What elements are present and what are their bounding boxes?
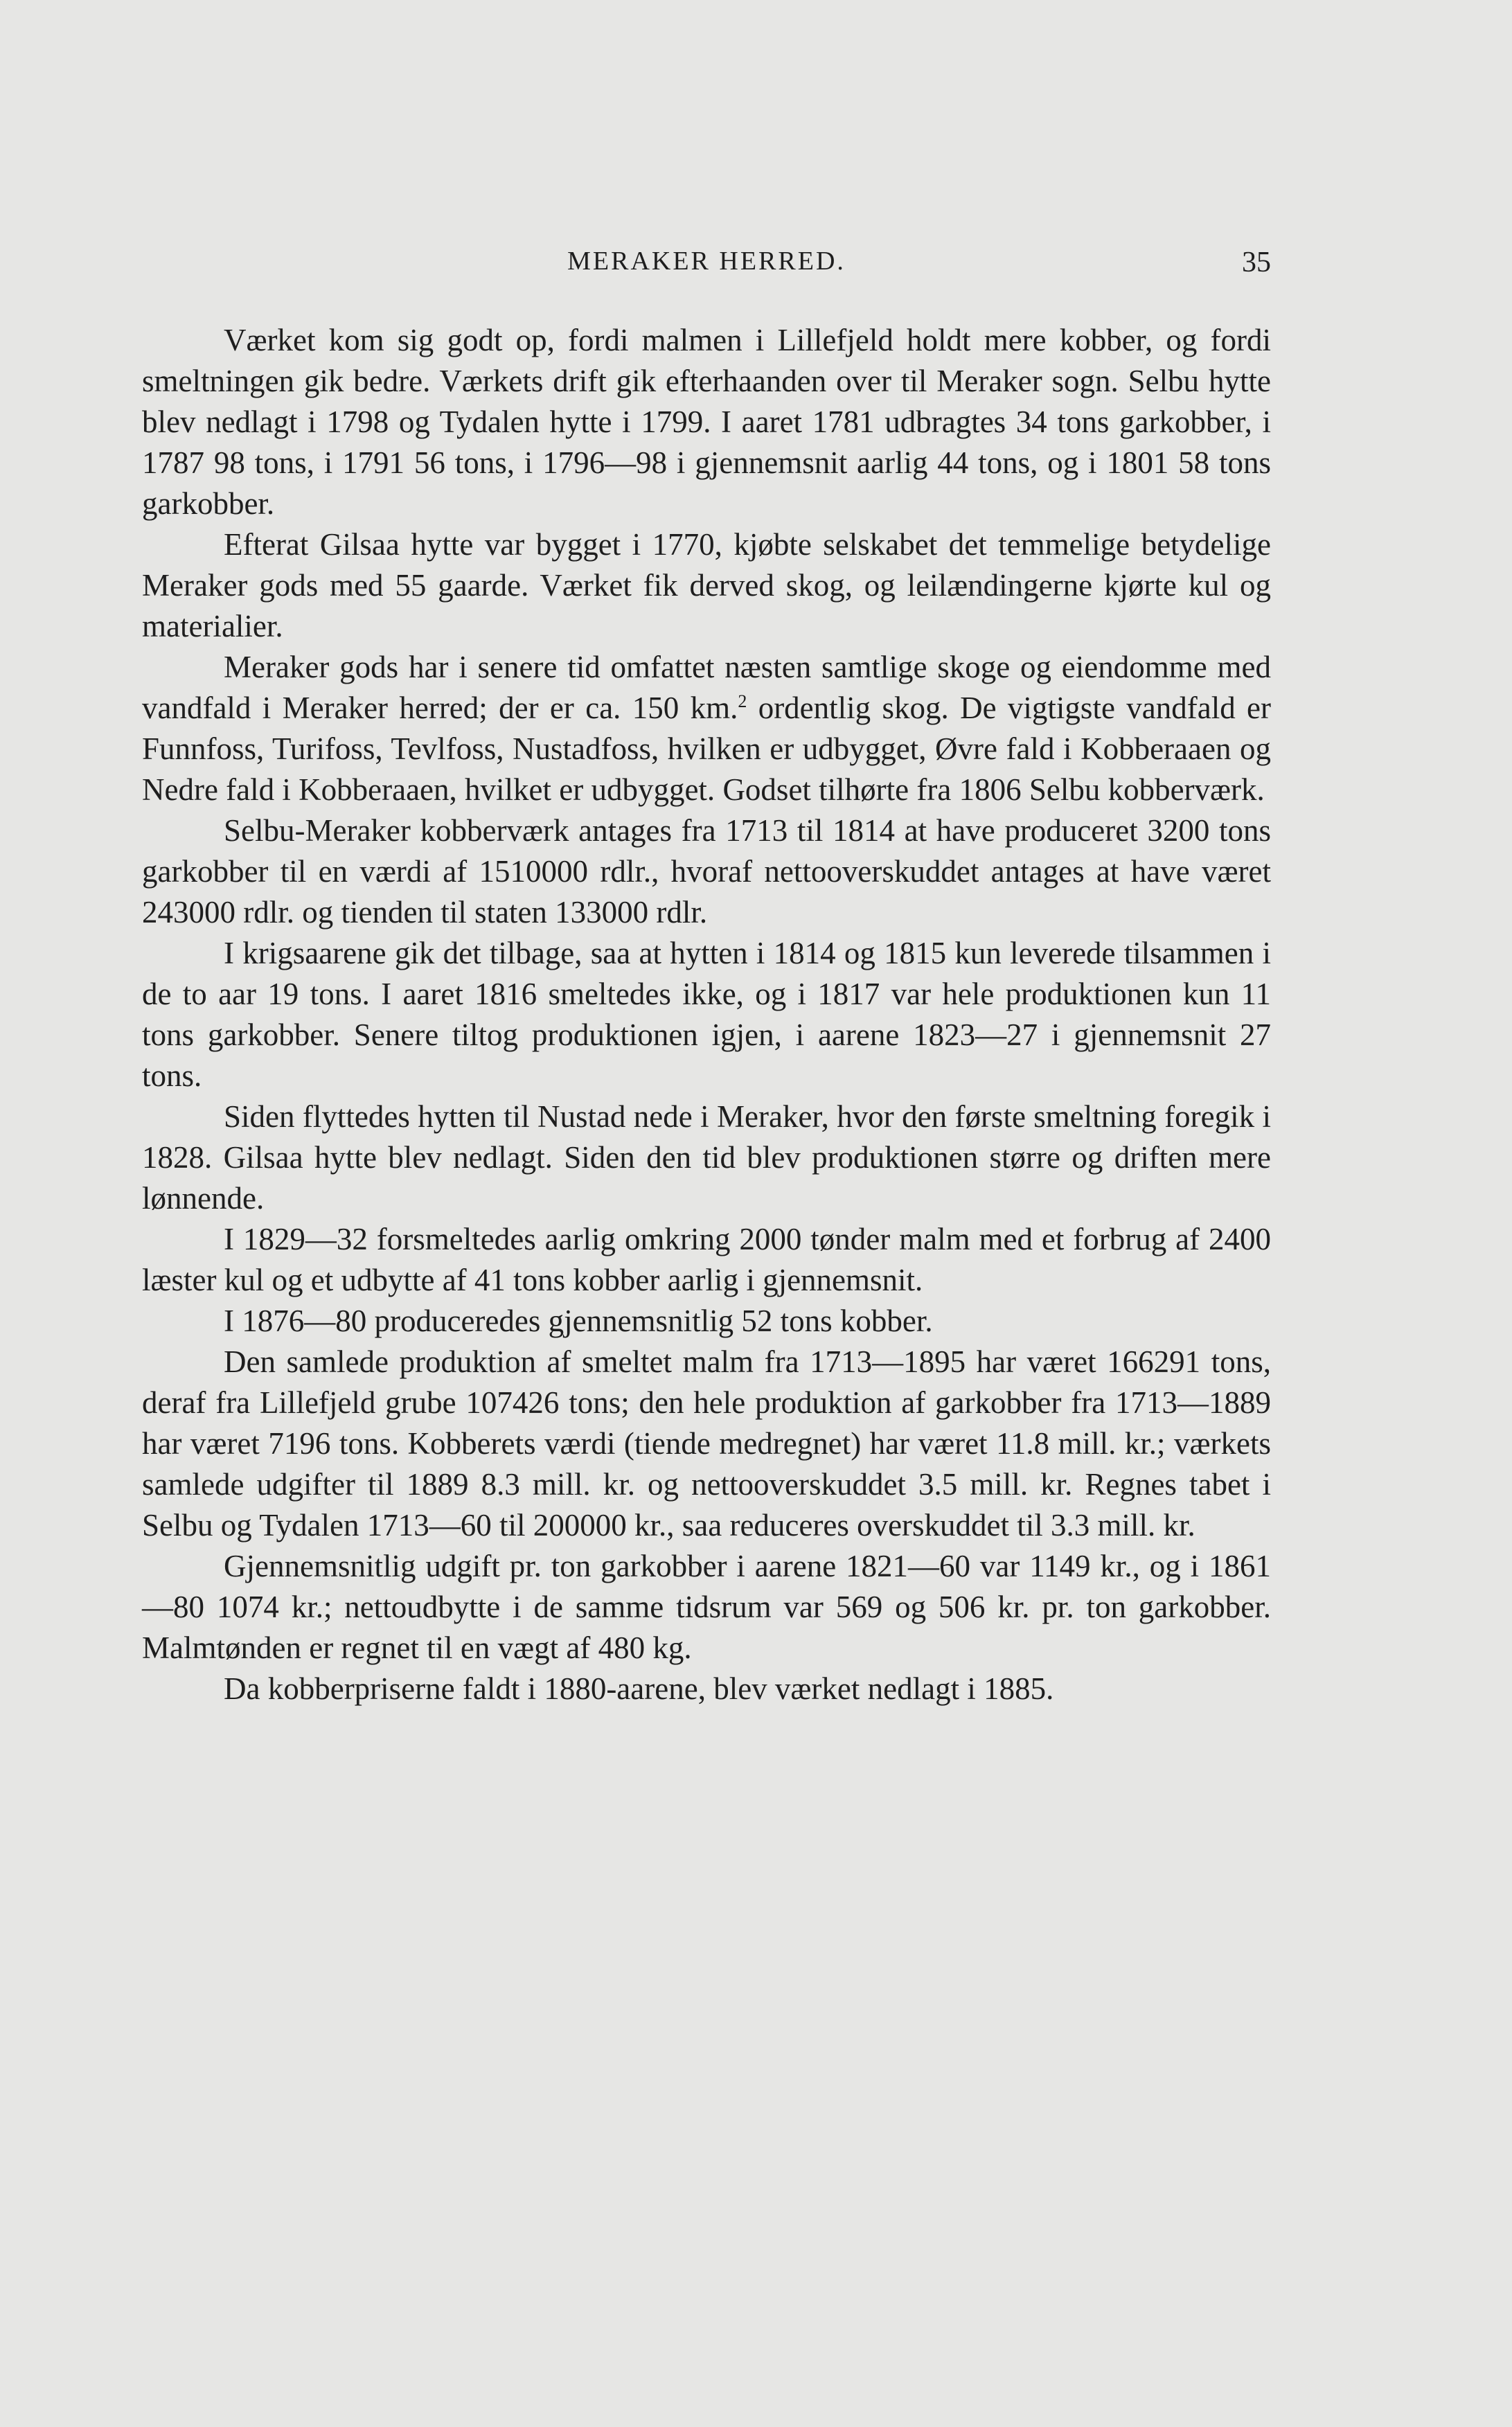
paragraph: I krigsaarene gik det tilbage, saa at hytten i 1814 og 1815 kun leverede tilsammen i de to aar 19 tons. I aaret 1816 smeltedes ikke, og i 1817 var hele produktionen kun 11 tons garkobber. Senere tiltog produktionen igjen, i aarene 1823—27 i gjennemsnit 27 tons. (142, 936, 1271, 1093)
superscript: 2 (738, 691, 747, 711)
paragraph: I 1876—80 produceredes gjennemsnitlig 52 tons kobber. (224, 1304, 933, 1338)
body-text (142, 320, 1271, 1709)
paragraph: Siden flyttedes hytten til Nustad nede i Meraker, hvor den første smeltning foregik i 1828. Gilsaa hytte blev nedlagt. Siden den tid blev produktionen større og driften mere lønnende. (142, 1099, 1271, 1216)
paragraph: Selbu-Meraker kobberværk antages fra 1713 til 1814 at have produceret 3200 tons garkobber til en værdi af 1510000 rdlr., hvoraf nettooverskuddet antages at have været 243000 rdlr. og tienden til staten 133000 rdlr. (142, 813, 1271, 930)
page-header (142, 246, 1271, 287)
paragraph: Efterat Gilsaa hytte var bygget i 1770, kjøbte selskabet det temmelige betydelige Meraker gods med 55 gaarde. Værket fik derved skog, og leilændingerne kjørte kul og materialier. (142, 527, 1271, 643)
paragraph-text: Godset tilhørte fra 1806 Selbu kobberværk. (722, 772, 1265, 807)
page-number: 35 (1242, 247, 1271, 278)
paragraph: Den samlede produktion af smeltet malm fra 1713—1895 har været 166291 tons, deraf fra Lillefjeld grube 107426 tons; den hele produktion af garkobber fra 1713—1889 har været 7196 tons. Kobberets værdi (tiende medregnet) har været 11.8 mill. kr.; værkets samlede udgifter til 1889 8.3 mill. kr. og nettooverskuddet 3.5 mill. kr. Regnes tabet i Selbu og Tydalen 1713—60 til 200000 kr., saa reduceres overskuddet til 3.3 mill. kr. (142, 1344, 1271, 1543)
running-head: MERAKER HERRED. (567, 247, 846, 276)
paragraph (142, 647, 1271, 810)
paragraph-text: Meraker gods har i senere tid omfattet næsten samtlige skoge og eiendomme med vandfald i Meraker herred; der er ca. 150 km. (142, 650, 1271, 725)
paragraph-text: ordentlig skog. De vigtigste vandfald er Funnfoss, Turifoss, Tevlfoss, Nustadfoss, hvilken er udbygget, Øvre fald i Kobberaaen og Nedre fald i Kobberaaen, hvilket er udbygget. (142, 691, 1271, 807)
paragraph: Da kobberpriserne faldt i 1880-aarene, blev værket nedlagt i 1885. (224, 1671, 1054, 1706)
paragraph: I 1829—32 forsmeltedes aarlig omkring 2000 tønder malm med et forbrug af 2400 læster kul og et udbytte af 41 tons kobber aarlig i gjennemsnit. (142, 1222, 1271, 1297)
paragraph: Værket kom sig godt op, fordi malmen i Lillefjeld holdt mere kobber, og fordi smeltningen gik bedre. Værkets drift gik efterhaanden over til Meraker sogn. Selbu hytte blev nedlagt i 1798 og Tydalen hytte i 1799. I aaret 1781 udbragtes 34 tons garkobber, i 1787 98 tons, i 1791 56 tons, i 1796—98 i gjennemsnit aarlig 44 tons, og i 1801 58 tons garkobber. (142, 323, 1271, 521)
paragraph: Gjennemsnitlig udgift pr. ton garkobber i aarene 1821—60 var 1149 kr., og i 1861—80 1074 kr.; nettoudbytte i de samme tidsrum var 569 og 506 kr. pr. ton garkobber. Malmtønden er regnet til en vægt af 480 kg. (142, 1549, 1271, 1665)
